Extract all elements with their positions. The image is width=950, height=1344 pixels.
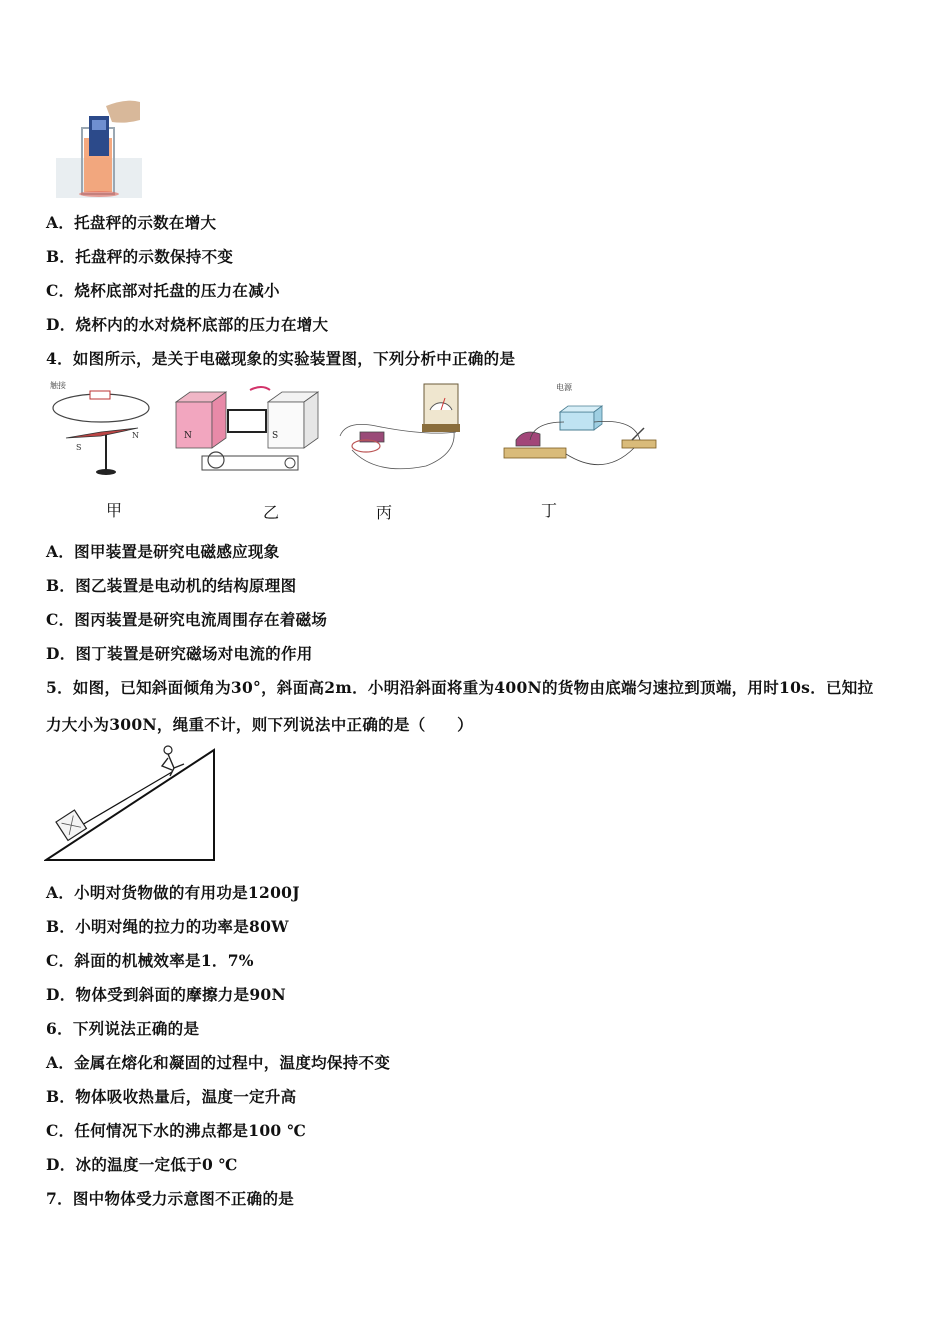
incline-figure xyxy=(44,742,220,864)
jia-n-label: N xyxy=(132,431,139,440)
q6-option-b: B．物体吸收热量后，温度一定升高 xyxy=(46,1087,297,1106)
caption-ding: 丁 xyxy=(541,501,558,520)
q3-option-b: B．托盘秤的示数保持不变 xyxy=(46,247,234,266)
figure-yi xyxy=(172,382,322,478)
q3-option-d: D．烧杯内的水对烧杯底部的压力在增大 xyxy=(46,315,329,334)
q3-option-c: C．烧杯底部对托盘的压力在减小 xyxy=(46,281,280,300)
q4-option-b: B．图乙装置是电动机的结构原理图 xyxy=(46,576,297,595)
q3-option-a: A．托盘秤的示数在增大 xyxy=(46,213,217,232)
q6-option-c: C．任何情况下水的沸点都是100 ℃ xyxy=(46,1121,307,1140)
q6-option-a: A．金属在熔化和凝固的过程中，温度均保持不变 xyxy=(46,1053,391,1072)
q5-option-a: A．小明对货物做的有用功是1200J xyxy=(46,883,300,902)
q5-stem-line2: 力大小为300N，绳重不计，则下列说法中正确的是（ ） xyxy=(46,715,473,734)
figure-jia xyxy=(46,378,156,478)
figure-ding xyxy=(494,382,664,478)
jia-s-label: S xyxy=(76,443,82,452)
ding-top-label: 电源 xyxy=(556,383,572,392)
yi-n-label: N xyxy=(184,431,192,441)
q4-option-c: C．图丙装置是研究电流周围存在着磁场 xyxy=(46,610,328,629)
beaker-figure xyxy=(56,98,142,198)
q6-stem: 6．下列说法正确的是 xyxy=(46,1019,200,1038)
q5-option-d: D．物体受到斜面的摩擦力是90N xyxy=(46,985,286,1004)
q7-stem: 7．图中物体受力示意图不正确的是 xyxy=(46,1189,295,1208)
q4-option-a: A．图甲装置是研究电磁感应现象 xyxy=(46,542,280,561)
q4-option-d: D．图丁装置是研究磁场对电流的作用 xyxy=(46,644,313,663)
q5-stem-line1: 5．如图，已知斜面倾角为30°，斜面高2m．小明沿斜面将重为400N的货物由底端匀速拉到顶端，用时10s．已知拉 xyxy=(46,678,874,697)
caption-jia: 甲 xyxy=(106,501,123,520)
q5-option-b: B．小明对绳的拉力的功率是80W xyxy=(46,917,289,936)
yi-s-label: S xyxy=(272,431,279,441)
caption-yi: 乙 xyxy=(263,503,280,522)
caption-bing: 丙 xyxy=(376,503,393,522)
q4-stem: 4．如图所示，是关于电磁现象的实验装置图，下列分析中正确的是 xyxy=(46,349,516,368)
jia-top-label: 触接 xyxy=(50,381,66,390)
figure-bing xyxy=(336,380,466,476)
q6-option-d: D．冰的温度一定低于0 ℃ xyxy=(46,1155,238,1174)
q5-option-c: C．斜面的机械效率是1．7% xyxy=(46,951,254,970)
